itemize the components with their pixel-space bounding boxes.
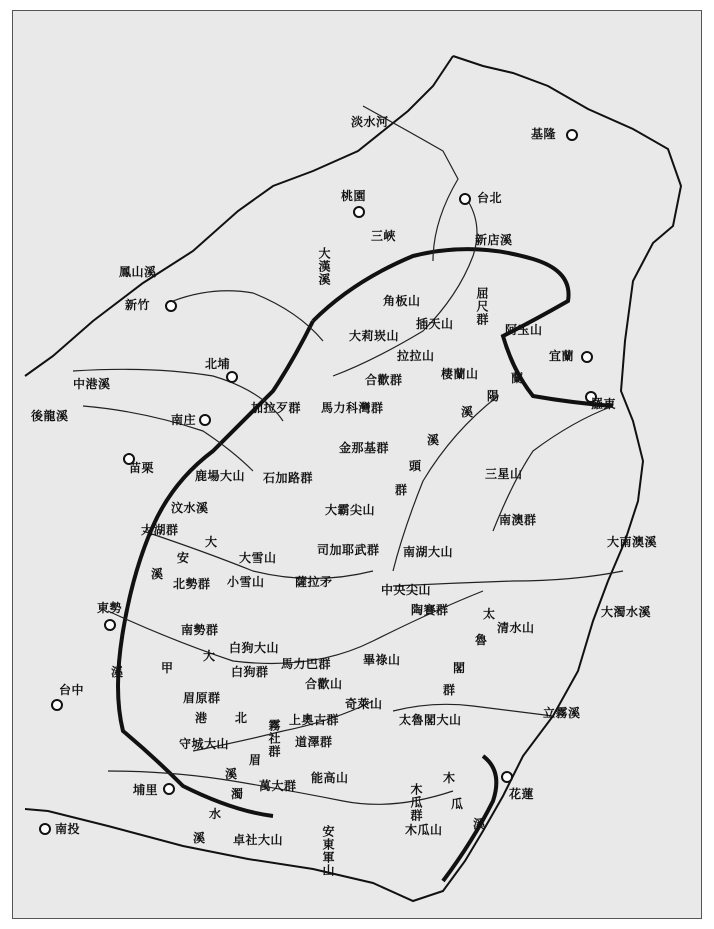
mountain-qilan: 棲蘭山 <box>441 367 479 381</box>
mountain-jiaoban: 角板山 <box>383 294 421 308</box>
city-label-hsinchu: 新竹 <box>125 298 151 312</box>
glyph-zhuo-3: 溪 <box>193 831 206 845</box>
mountain-group-nanao: 南澳群 <box>499 513 537 527</box>
glyph-dajia-1: 大 <box>203 649 216 663</box>
glyph-lan-1: 蘭 <box>511 371 524 385</box>
glyph-daan-1: 大 <box>205 535 218 549</box>
glyph-lan-2: 陽 <box>487 389 500 403</box>
mountain-xiaoxue: 小雪山 <box>227 575 265 589</box>
nantou-marker <box>39 823 51 835</box>
label-qingshui: 清水山 <box>497 621 535 635</box>
glyph-beigang-2: 北 <box>235 711 248 725</box>
mountain-dalun: 大莉崁山 <box>349 329 400 343</box>
mountain-ayu: 阿玉山 <box>505 323 543 337</box>
mountain-nenggao: 能高山 <box>311 771 349 785</box>
mountain-group-baigou: 白狗群 <box>231 665 269 679</box>
mountain-group-quchi: 屈尺群 <box>475 287 489 326</box>
glyph-beigang-1: 港 <box>195 711 208 725</box>
mountain-group-daoze: 道澤群 <box>295 735 333 749</box>
mountain-luchang: 鹿場大山 <box>195 469 246 483</box>
mountain-baigou: 白狗大山 <box>229 641 280 655</box>
mountain-group-shijialu: 石加路群 <box>263 471 314 485</box>
glyph-taroko-4: 群 <box>443 683 456 697</box>
city-label-keelung: 基隆 <box>531 127 557 141</box>
glyph-zhuo-2: 水 <box>209 807 222 821</box>
mountain-qilai: 奇萊山 <box>345 697 383 711</box>
glyph-daan-3: 溪 <box>151 567 164 581</box>
mountain-daba: 大霸尖山 <box>325 503 376 517</box>
west-coast <box>25 56 453 376</box>
mountain-xueshan: 大雪山 <box>239 551 277 565</box>
map-drawing <box>13 11 702 919</box>
river-label-wenshui: 汶水溪 <box>171 501 209 515</box>
taichung-marker <box>51 699 63 711</box>
glyph-dajia-2: 甲 <box>161 661 174 675</box>
mountain-chatian: 插天山 <box>416 317 454 331</box>
mountain-zhongyang: 中央尖山 <box>381 583 432 597</box>
glyph-taroko-3: 閣 <box>453 661 466 675</box>
glyph-lan-3: 溪 <box>461 405 474 419</box>
mountain-group-wanda: 萬大群 <box>259 779 297 793</box>
mountain-tailuge: 太魯閣大山 <box>399 713 462 727</box>
glyph-xi-mid: 溪 <box>427 433 440 447</box>
river-label-fengshan: 鳳山溪 <box>119 265 157 279</box>
mountain-hehuan: 合歡山 <box>305 677 343 691</box>
glyph-taroko-2: 魯 <box>475 633 488 647</box>
mountain-group-taojie: 陶賽群 <box>411 603 449 617</box>
mountain-group-dahu: 大湖群 <box>141 523 179 537</box>
mountain-group-malibao: 馬力巴群 <box>281 657 332 671</box>
glyph-zhuo-1: 濁 <box>231 787 244 801</box>
mountain-salamao: 薩拉矛 <box>295 575 333 589</box>
river-label-xindian: 新店溪 <box>475 233 513 247</box>
city-label-puli: 埔里 <box>133 783 159 797</box>
glyph-taroko-1: 太 <box>483 607 496 621</box>
hsinchu-marker <box>165 300 177 312</box>
mountain-group-jinnaji: 金那基群 <box>339 441 390 455</box>
glyph-wu-2: 溪 <box>225 767 238 781</box>
mountain-zhuoshe: 卓社大山 <box>233 833 284 847</box>
city-label-taichung: 台中 <box>59 683 85 697</box>
mountain-group-wushe: 霧社群 <box>267 719 281 758</box>
mountain-group-nanshi: 南勢群 <box>181 623 219 637</box>
mountain-sanxing: 三星山 <box>485 467 523 481</box>
city-label-yilan: 宜蘭 <box>549 349 575 363</box>
city-label-beipu: 北埔 <box>205 357 231 371</box>
city-label-luodong: 羅東 <box>591 397 617 411</box>
glyph-wu-1: 眉 <box>249 753 262 767</box>
mountain-group-meiyuan: 眉原群 <box>183 691 221 705</box>
mountain-andongjun: 安東軍山 <box>321 825 335 877</box>
river-label-liwu: 立霧溪 <box>543 706 581 720</box>
river-label-tamsui: 淡水河 <box>351 115 389 129</box>
city-label-hualien: 花蓮 <box>509 787 535 801</box>
glyph-tou: 頭 <box>409 459 422 473</box>
city-label-sanxia: 三峽 <box>371 229 397 243</box>
glyph-qun: 群 <box>395 483 408 497</box>
mountain-mugua: 木瓜山 <box>405 823 443 837</box>
mountain-group-malike: 馬力科灣群 <box>321 401 384 415</box>
mountain-lala: 拉拉山 <box>397 349 435 363</box>
coastline <box>25 56 681 901</box>
hualien-marker <box>501 771 513 783</box>
city-label-nanzhuang: 南庄 <box>171 413 197 427</box>
yilan-marker <box>581 351 593 363</box>
city-label-nantou: 南投 <box>55 822 81 836</box>
glyph-daan-2: 安 <box>177 551 190 565</box>
mountain-group-jialaxiu: 加拉歹群 <box>251 401 302 415</box>
city-label-taoyuan: 桃園 <box>341 189 367 203</box>
beipu-marker <box>226 371 238 383</box>
river-label-dazhuoshui: 大濁水溪 <box>601 605 652 619</box>
puli-marker <box>163 783 175 795</box>
glyph-mu: 木 <box>443 771 456 785</box>
taipei-marker <box>459 193 471 205</box>
taoyuan-marker <box>353 206 365 218</box>
city-label-miaoli: 苗栗 <box>129 461 155 475</box>
keelung-marker <box>566 129 578 141</box>
river-label-zhonggang: 中港溪 <box>73 377 111 391</box>
glyph-xi-east: 溪 <box>473 817 486 831</box>
nanzhuang-marker <box>199 414 211 426</box>
mountain-bilu: 畢祿山 <box>363 653 401 667</box>
river-label-houlong: 後龍溪 <box>31 409 69 423</box>
dongshi-marker <box>104 619 116 631</box>
glyph-dajia-3: 溪 <box>111 665 124 679</box>
mountain-group-shangguan: 上奧古群 <box>289 713 340 727</box>
city-label-dongshi: 東勢 <box>97 601 123 615</box>
river-label-dananao: 大南澳溪 <box>607 535 658 549</box>
glyph-gua: 瓜 <box>451 797 464 811</box>
river-label-dahan: 大漢溪 <box>317 247 331 286</box>
mountain-shoucheng: 守城大山 <box>179 737 230 751</box>
mountain-boundary <box>118 249 613 881</box>
mountain-group-hehuan: 合歡群 <box>365 373 403 387</box>
mountain-group-mugua: 木瓜群 <box>409 783 423 822</box>
map-frame <box>12 10 702 919</box>
city-label-taipei: 台北 <box>477 191 503 205</box>
mountain-group-beishi: 北勢群 <box>173 577 211 591</box>
mountain-nanhu: 南湖大山 <box>403 545 454 559</box>
mountain-group-silaye: 司加耶武群 <box>317 543 380 557</box>
